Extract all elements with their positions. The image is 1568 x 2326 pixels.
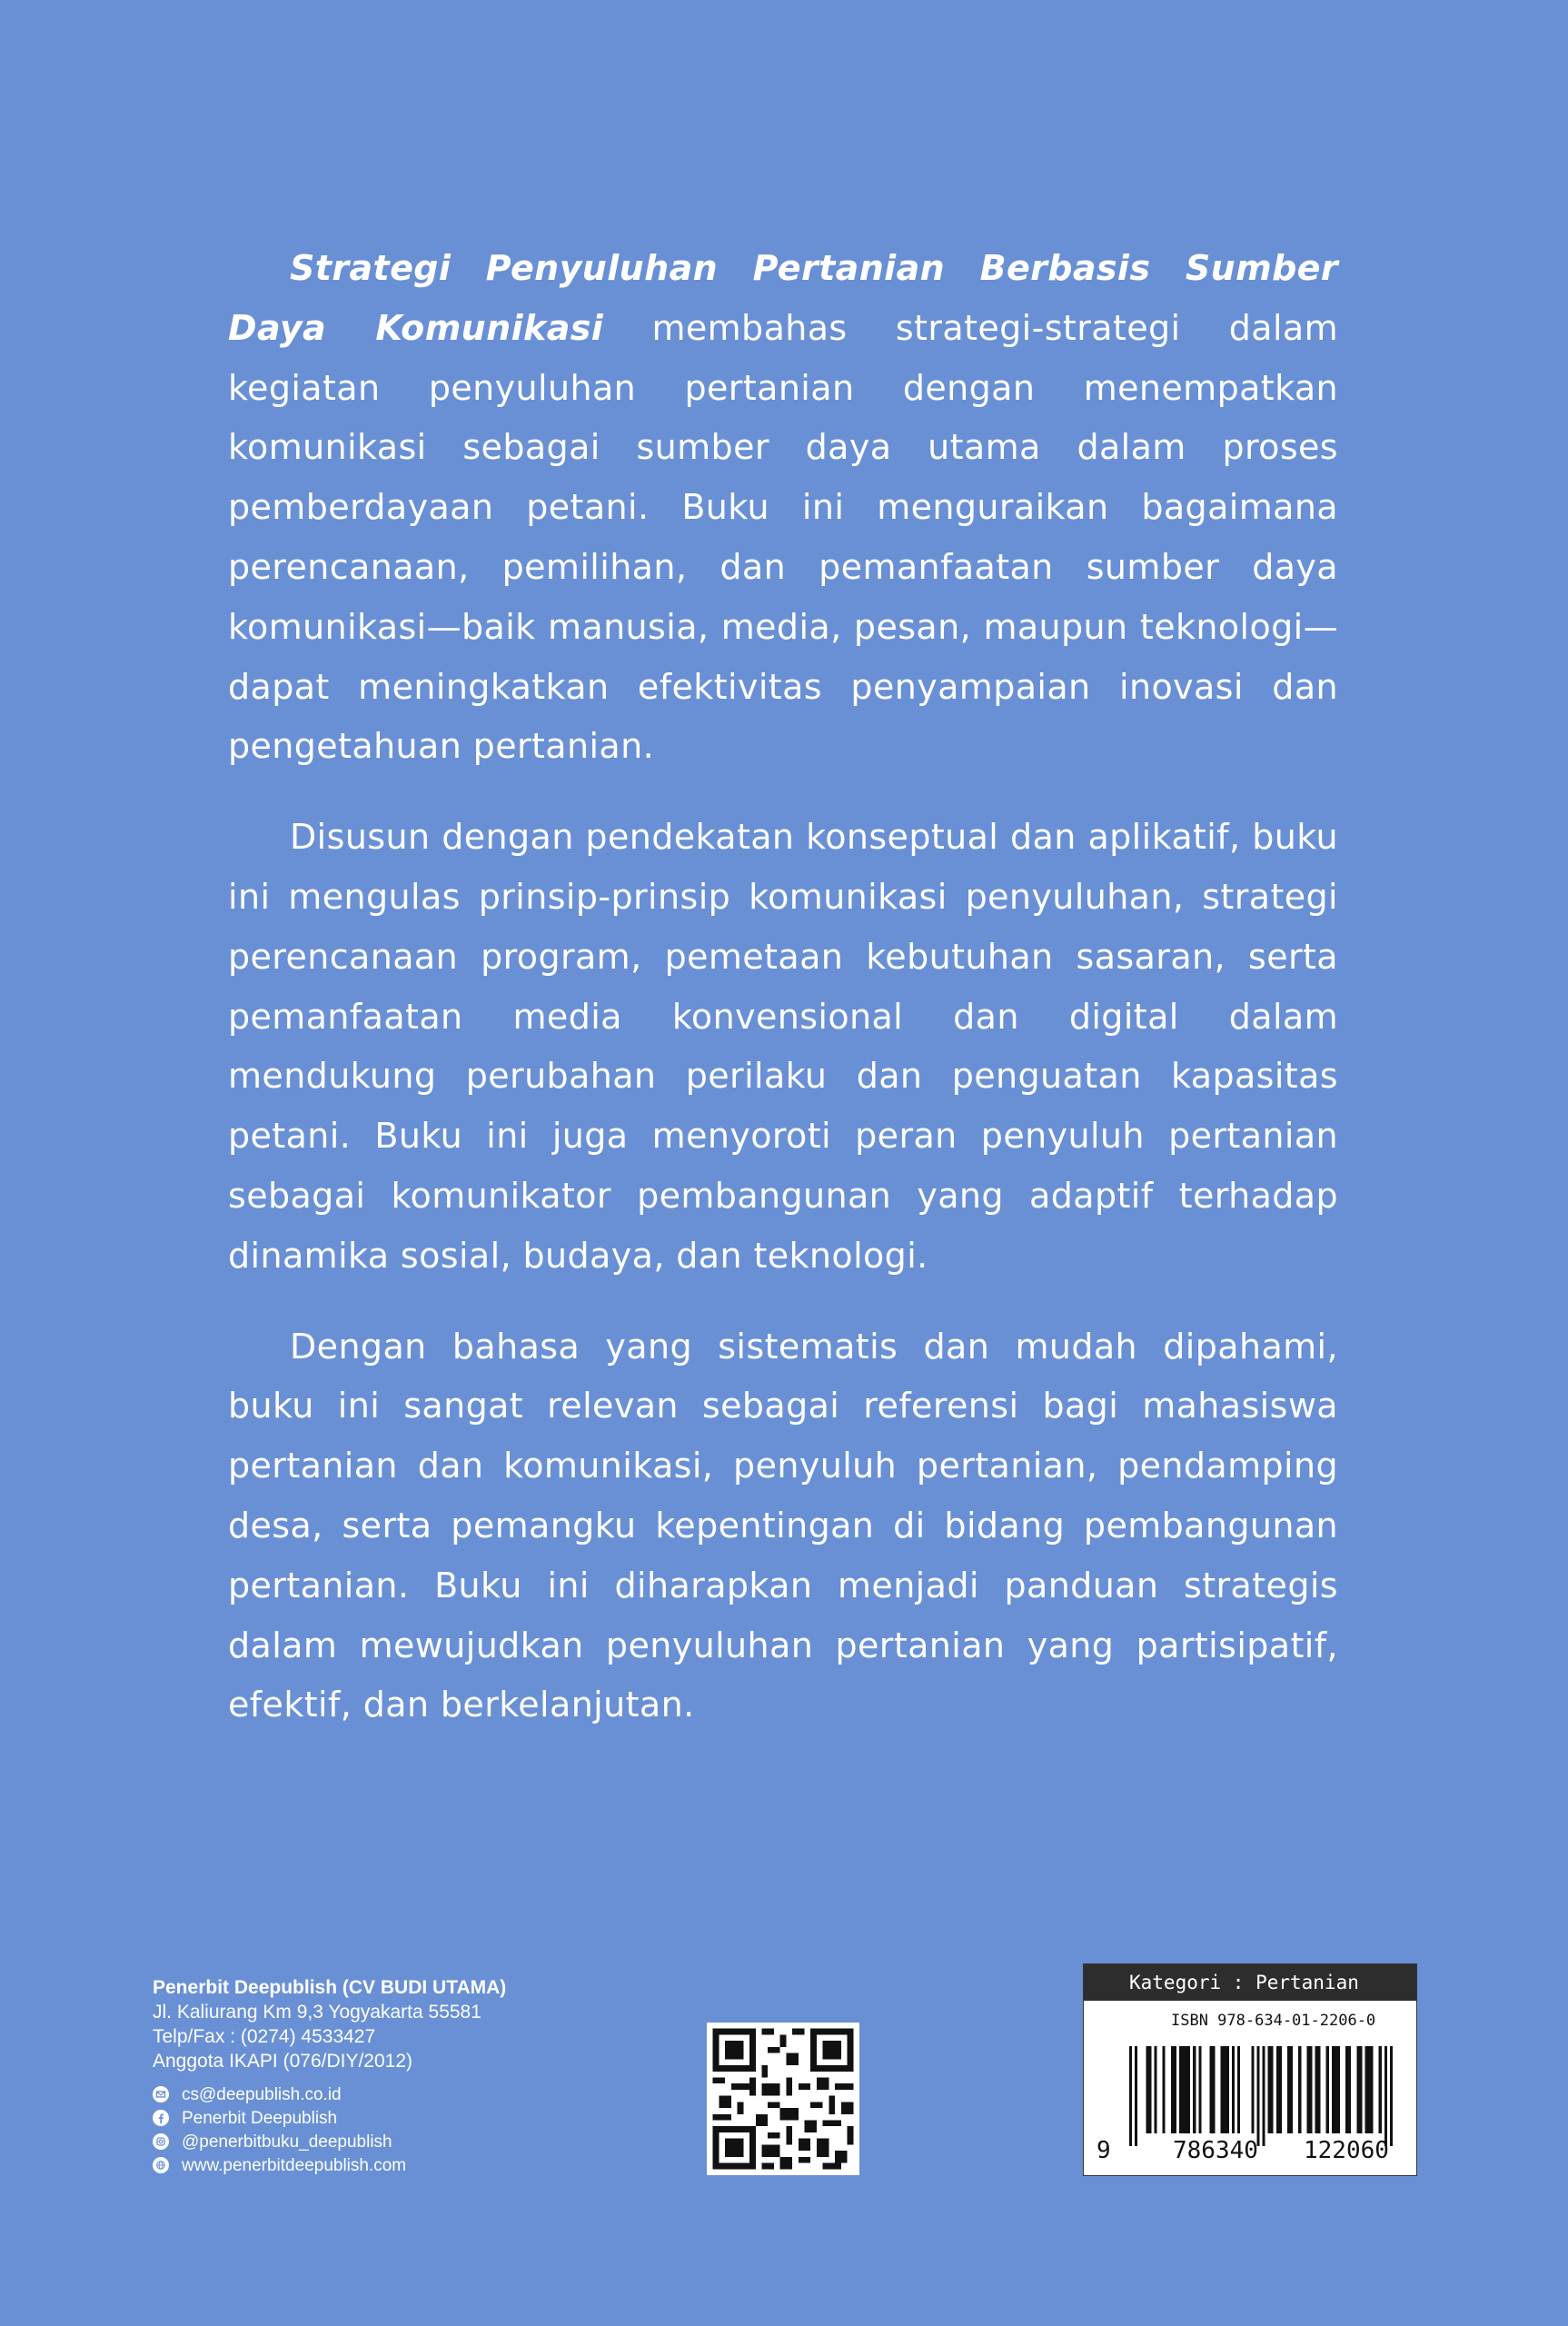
barcode-bar — [1179, 2046, 1190, 2133]
barcode-bar — [1263, 2046, 1265, 2146]
barcode-bar — [1251, 2046, 1254, 2133]
barcode-bar — [1210, 2046, 1216, 2133]
barcode-digits-right: 122060 — [1304, 2137, 1389, 2164]
category-label: Kategori : Pertanian — [1084, 1964, 1416, 2001]
barcode-bar — [1256, 2046, 1259, 2146]
publisher-address: Jl. Kaliurang Km 9,3 Yogyakarta 55581 — [153, 2002, 481, 2023]
blurb-paragraph-1-text: membahas strategi-strategi dalam kegiatan penyuluhan pertanian dengan menempatkan komunikasi sebagai sumber daya utama dalam proses pemberdayaan petani. Buku ini menguraikan bagaimana perencanaan, pemilihan, dan pemanfaatan sumber daya komunikasi—baik manusia, media, pesan, maupun teknologi—dapat meningkatkan efektivitas penyampaian inovasi dan pengetahuan pertanian. — [228, 307, 1339, 767]
barcode-bar — [1365, 2046, 1373, 2133]
barcode-bar — [1163, 2046, 1166, 2133]
barcode-bar — [1146, 2046, 1151, 2133]
contact-email — [153, 2082, 625, 2106]
barcode-bar — [1390, 2046, 1393, 2146]
contact-instagram-text: @penerbitbuku_deepublish — [182, 2132, 392, 2152]
barcode-bar — [1287, 2046, 1293, 2133]
barcode-bar — [1221, 2046, 1229, 2133]
barcode-bar — [1384, 2046, 1387, 2146]
barcode-bar — [1193, 2046, 1196, 2133]
barcode-bar — [1306, 2046, 1312, 2133]
contact-instagram — [153, 2130, 625, 2153]
barcode-bar — [1171, 2046, 1176, 2133]
barcode-digits-left: 786340 — [1173, 2137, 1258, 2164]
barcode-bar — [1135, 2046, 1137, 2146]
blurb-paragraph-3: Dengan bahasa yang sistematis dan mudah dipahami, buku ini sangat relevan sebagai referensi bagi mahasiswa pertanian dan komunikasi, penyuluh pertanian, pendamping desa, serta pemangku kepentingan di bidang pembangunan pertanian. Buku ini diharapkan menjadi panduan strategis dalam mewujudkan penyuluhan pertanian yang partisipatif, efektif, dan berkelanjutan. — [228, 1326, 1338, 1725]
facebook-icon — [153, 2110, 169, 2126]
barcode-bar — [1232, 2046, 1235, 2133]
barcode-bar — [1326, 2046, 1329, 2133]
back-cover-blurb — [228, 239, 1338, 1766]
barcode-bars — [1129, 2046, 1393, 2146]
globe-icon — [153, 2157, 169, 2173]
publisher-info — [153, 1975, 625, 2177]
barcode-bar — [1154, 2046, 1156, 2133]
barcode-bar — [1298, 2046, 1301, 2133]
barcode-bar — [1315, 2046, 1321, 2133]
publisher-phone: Telp/Fax : (0274) 4533427 — [153, 2026, 376, 2047]
barcode-bar — [1129, 2046, 1132, 2146]
barcode-digits — [1097, 2137, 1405, 2170]
barcode-digit-lead: 9 — [1097, 2137, 1111, 2164]
instagram-icon — [153, 2133, 169, 2150]
publisher-name: Penerbit Deepublish (CV BUDI UTAMA) — [153, 1977, 507, 1998]
qr-code — [707, 2023, 859, 2175]
barcode-bar — [1356, 2046, 1362, 2133]
isbn-barcode — [1084, 1964, 1416, 2175]
barcode-bar — [1276, 2046, 1282, 2133]
barcode-bar — [1268, 2046, 1274, 2133]
contact-website — [153, 2153, 625, 2177]
contact-website-text: www.penerbitdeepublish.com — [182, 2155, 407, 2175]
barcode-bar — [1332, 2046, 1340, 2133]
contact-facebook — [153, 2106, 625, 2130]
publisher-contacts — [153, 2082, 625, 2177]
barcode-bar — [1345, 2046, 1351, 2133]
barcode-bar — [1198, 2046, 1201, 2133]
blurb-paragraph-2: Disusun dengan pendekatan konseptual dan aplikatif, buku ini mengulas prinsip-prinsip komunikasi penyuluhan, strategi perencanaan program, pemetaan kebutuhan sasaran, serta pemanfaatan media konvensional dan digital dalam mendukung perubahan perilaku dan penguatan kapasitas petani. Buku ini juga menyoroti peran penyuluh pertanian sebagai komunikator pembangunan yang adaptif terhadap dinamika sosial, budaya, dan teknologi. — [228, 817, 1338, 1276]
barcode-bar — [1237, 2046, 1240, 2133]
blurb-paragraph-1 — [228, 239, 1338, 777]
contact-email-text: cs@deepublish.co.id — [182, 2084, 342, 2104]
email-icon — [153, 2086, 169, 2102]
contact-facebook-text: Penerbit Deepublish — [182, 2108, 338, 2128]
book-title: Strategi Penyuluhan Pertanian Berbasis Sumber Daya Komunikasi — [228, 248, 1338, 348]
publisher-membership: Anggota IKAPI (076/DIY/2012) — [153, 2051, 413, 2072]
barcode-bar — [1379, 2046, 1382, 2133]
isbn-text: ISBN 978-634-01-2206-0 — [1171, 2012, 1376, 2030]
